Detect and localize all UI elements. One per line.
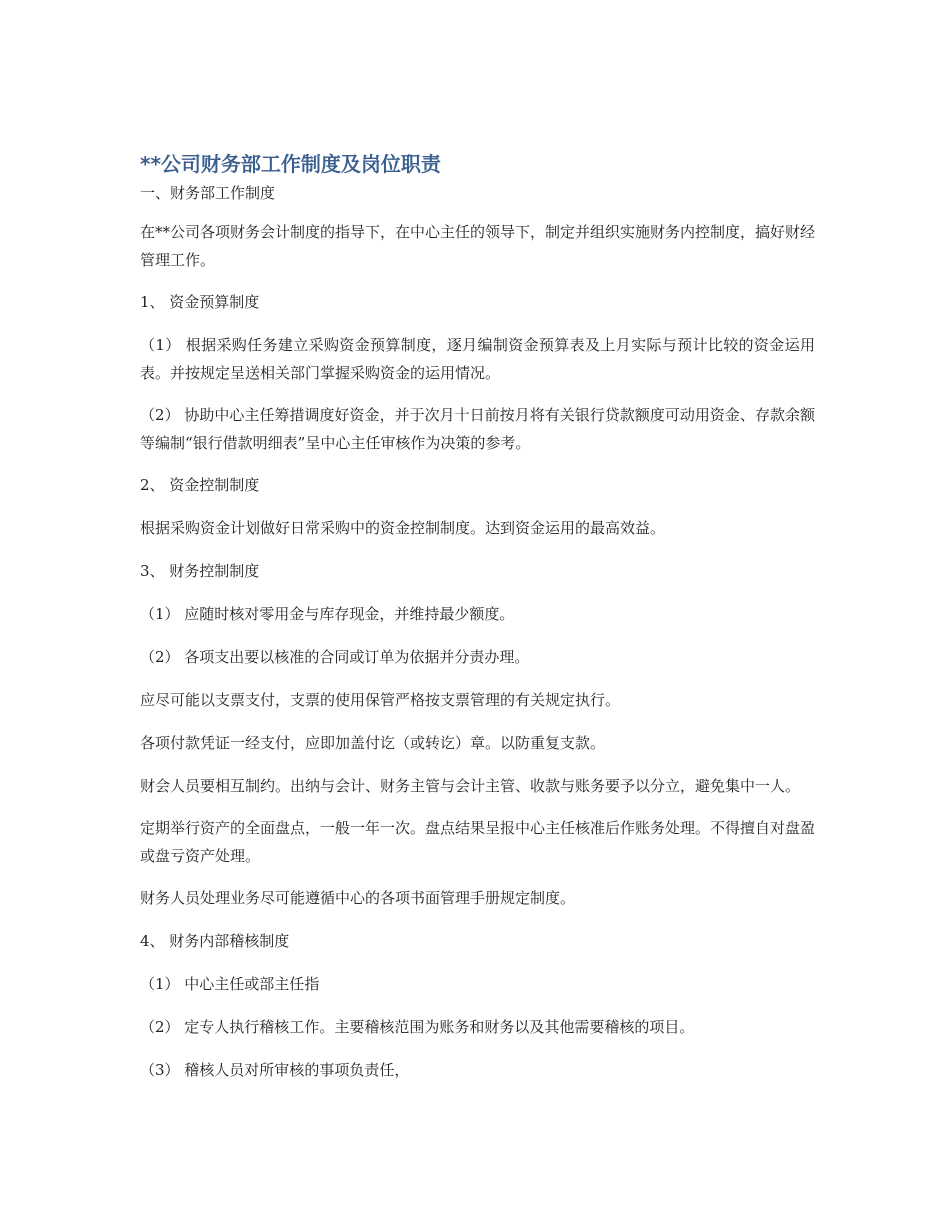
paragraph: （2） 各项支出要以核准的合同或订单为依据并分责办理。 [140,648,530,666]
paragraph: 应尽可能以支票支付，支票的使用保管严格按支票管理的有关规定执行。 [140,691,621,709]
paragraph: （2） 协助中心主任筹措调度好资金，并于次月十日前按月将有关银行贷款额度可动用资金、存款余额等编制“银行借款明细表”呈中心主任审核作为决策的参考。 [140,406,815,452]
subsection-heading: 2、 资金控制制度 [140,476,260,494]
paragraph: 根据采购资金计划做好日常采购中的资金控制制度。达到资金运用的最高效益。 [140,519,666,537]
paragraph: （2） 定专人执行稽核工作。主要稽核范围为账务和财务以及其他需要稽核的项目。 [140,1018,695,1036]
subsection-heading: 4、 财务内部稽核制度 [140,932,290,950]
subsection-heading: 1、 资金预算制度 [140,293,260,311]
document-body [140,148,815,1099]
document-title: **公司财务部工作制度及岗位职责 [140,152,441,176]
paragraph: 各项付款凭证一经支付，应即加盖付讫（或转讫）章。以防重复支款。 [140,734,606,752]
paragraph: 财会人员要相互制约。出纳与会计、财务主管与会计主管、收款与账务要予以分立，避免集中一人。 [140,777,801,795]
paragraph: （1） 应随时核对零用金与库存现金，并维持最少额度。 [140,605,515,623]
paragraph: 在**公司各项财务会计制度的指导下，在中心主任的领导下，制定并组织实施财务内控制度，搞好财经管理工作。 [140,223,816,269]
paragraph: 定期举行资产的全面盘点，一般一年一次。盘点结果呈报中心主任核准后作账务处理。不得擅自对盘盈或盘亏资产处理。 [140,819,816,865]
section-heading: 一、财务部工作制度 [140,184,276,202]
paragraph: 财务人员处理业务尽可能遵循中心的各项书面管理手册规定制度。 [140,889,576,907]
paragraph: （3） 稽核人员对所审核的事项负责任， [140,1061,410,1079]
paragraph: （1） 根据采购任务建立采购资金预算制度，逐月编制资金预算表及上月实际与预计比较的资金运用表。并按规定呈送相关部门掌握采购资金的运用情况。 [140,336,815,382]
paragraph: （1） 中心主任或部主任指 [140,975,320,993]
subsection-heading: 3、 财务控制制度 [140,562,260,580]
